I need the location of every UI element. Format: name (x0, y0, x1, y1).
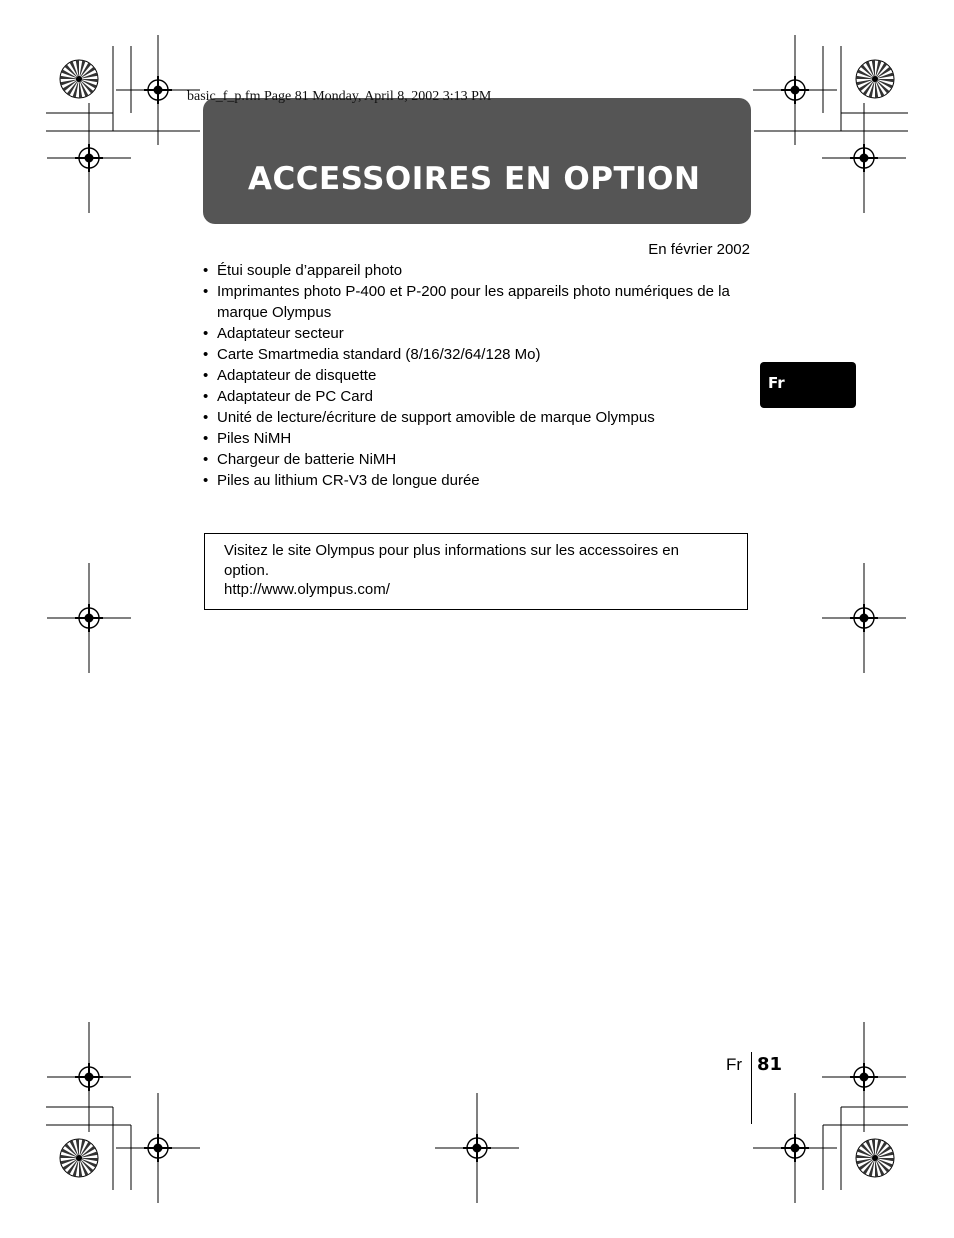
page-number: 81 (757, 1054, 783, 1075)
title-banner (203, 98, 751, 224)
registration-mark-icon (116, 1093, 200, 1203)
footer-divider (751, 1052, 752, 1124)
registration-mark-icon (753, 35, 837, 145)
registration-mark-icon (435, 1093, 519, 1203)
website-link[interactable]: http://www.olympus.com/ (224, 581, 390, 598)
list-item: • Adaptateur secteur (203, 323, 753, 344)
list-item: • Adaptateur de PC Card (203, 386, 753, 407)
info-box (204, 533, 748, 610)
starburst-target-icon (60, 60, 98, 98)
registration-mark-icon (822, 1022, 906, 1132)
list-item: • Adaptateur de disquette (203, 365, 753, 386)
starburst-target-icon (856, 1139, 894, 1177)
registration-mark-icon (822, 563, 906, 673)
registration-mark-icon (822, 103, 906, 213)
language-tab-label: Fr (768, 374, 785, 392)
list-item: • Unité de lecture/écriture de support amovible de marque Olympus (203, 407, 753, 428)
list-item: • Imprimantes photo P-400 et P-200 pour les appareils photo numériques de la marque Olympus (203, 281, 753, 323)
registration-mark-icon (47, 103, 131, 213)
list-item: • Chargeur de batterie NiMH (203, 449, 753, 470)
registration-mark-icon (47, 1022, 131, 1132)
info-text: Visitez le site Olympus pour plus informations sur les accessoires en option. (224, 542, 679, 579)
registration-mark-icon (47, 563, 131, 673)
language-tab (760, 362, 856, 408)
list-item: • Étui souple d’appareil photo (203, 260, 753, 281)
page-title: ACCESSOIRES EN OPTION (248, 161, 701, 197)
registration-mark-icon (753, 1093, 837, 1203)
starburst-target-icon (60, 1139, 98, 1177)
file-header: basic_f_p.fm Page 81 Monday, April 8, 2002 3:13 PM (187, 89, 492, 104)
list-item: • Piles NiMH (203, 428, 753, 449)
list-item: • Carte Smartmedia standard (8/16/32/64/128 Mo) (203, 344, 753, 365)
date-note: En février 2002 (648, 241, 750, 258)
list-item: • Piles au lithium CR-V3 de longue durée (203, 470, 753, 491)
starburst-target-icon (856, 60, 894, 98)
footer-language: Fr (726, 1055, 743, 1074)
accessory-list (203, 260, 753, 491)
